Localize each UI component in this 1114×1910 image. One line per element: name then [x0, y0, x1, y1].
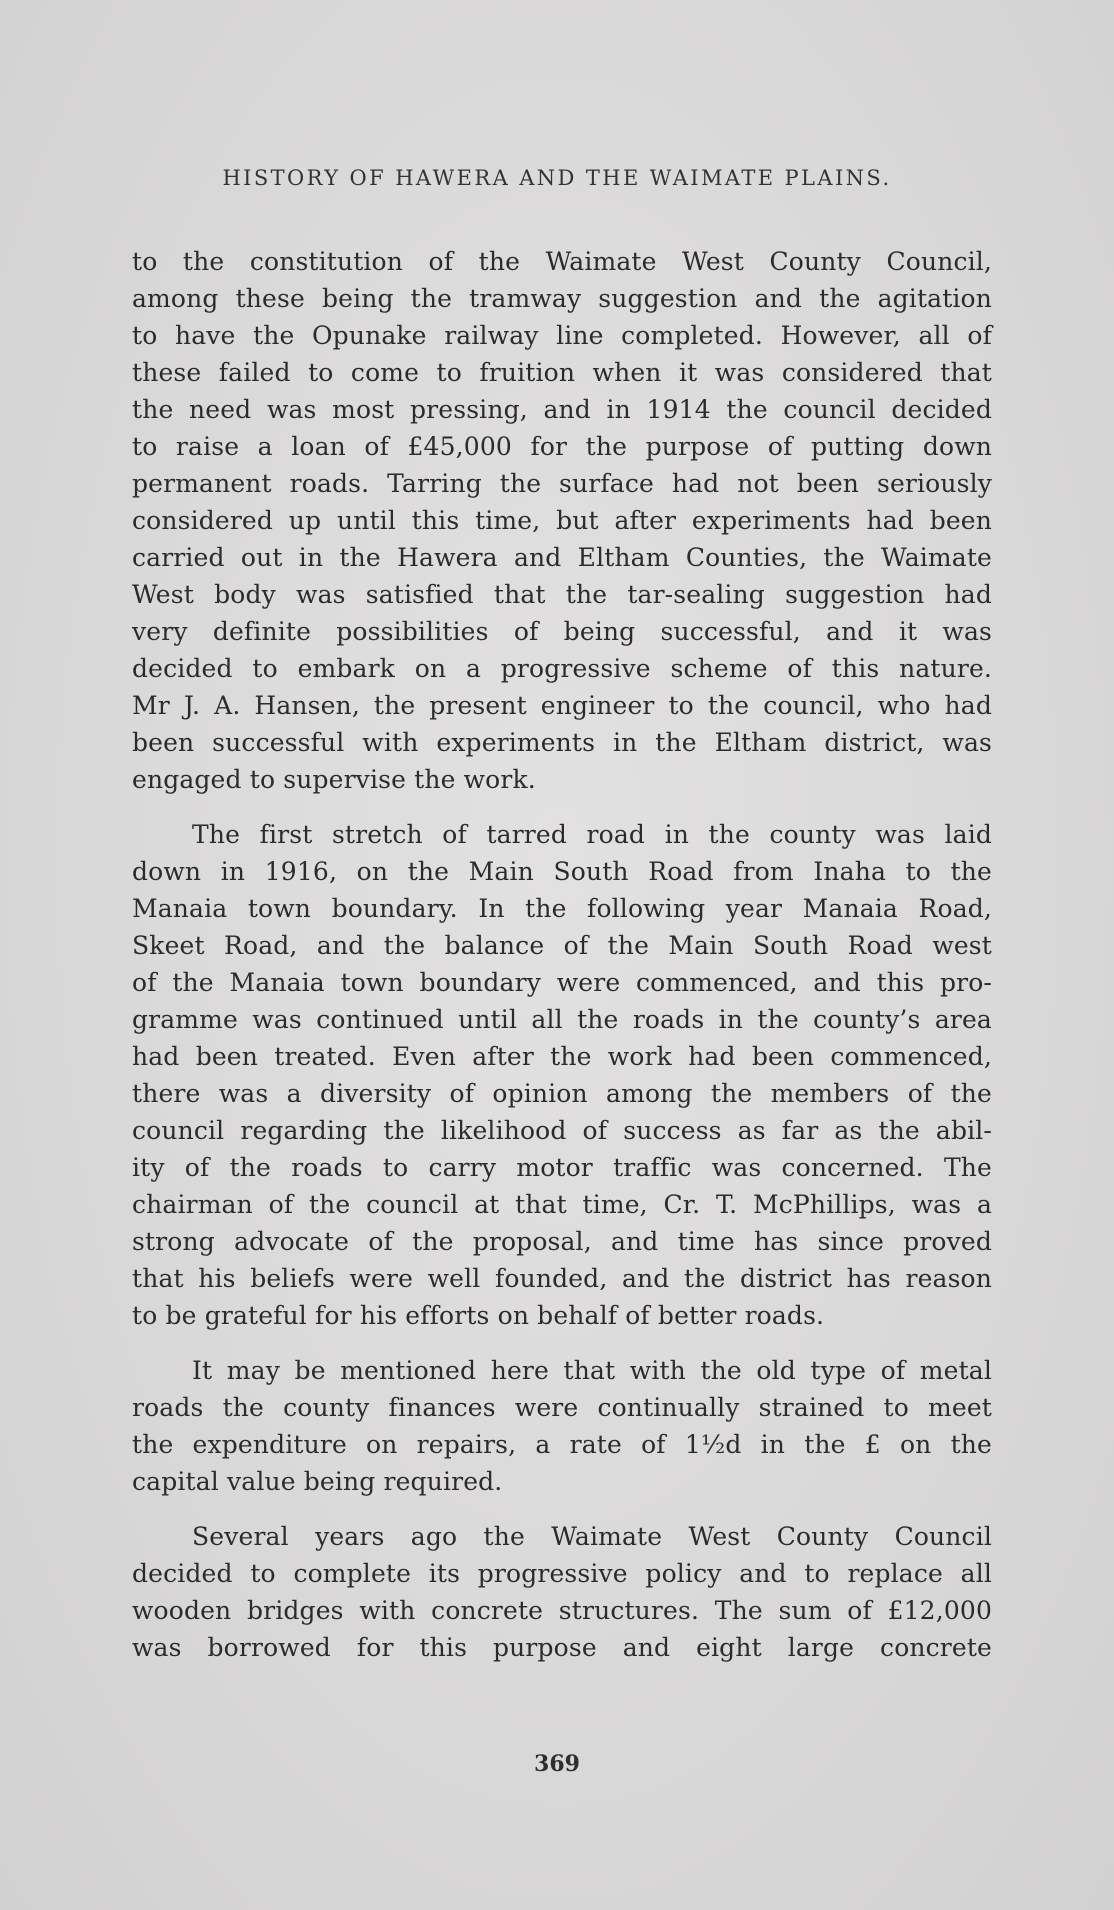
text-line: gramme was continued until all the roads in the county’s area [132, 1005, 992, 1034]
text-line: West body was satisfied that the tar-sealing suggestion had [132, 580, 992, 609]
text-line: chairman of the council at that time, Cr. T. McPhillips, was a [132, 1190, 992, 1219]
paragraph-2 [132, 816, 992, 1334]
page-number: 369 [534, 1751, 580, 1777]
text-line: ity of the roads to carry motor traffic was concerned. The [132, 1153, 992, 1182]
paragraph-3 [132, 1352, 992, 1500]
text-line: that his beliefs were well founded, and the district has reason [132, 1264, 992, 1293]
text-line: to the constitution of the Waimate West County Council, [132, 247, 992, 276]
text-line: decided to complete its progressive policy and to replace all [132, 1559, 992, 1588]
text-line: roads the county finances were continually strained to meet [132, 1393, 992, 1422]
text-line: The first stretch of tarred road in the county was laid [192, 820, 992, 849]
text-line: been successful with experiments in the Eltham district, was [132, 728, 992, 757]
text-line: wooden bridges with concrete structures. The sum of £12,000 [132, 1596, 992, 1625]
text-line: decided to embark on a progressive scheme of this nature. [132, 654, 992, 683]
text-line: of the Manaia town boundary were commenced, and this pro- [132, 968, 992, 997]
text-line: was borrowed for this purpose and eight large concrete [132, 1633, 992, 1662]
text-line: Several years ago the Waimate West County Council [192, 1522, 992, 1551]
text-line: the need was most pressing, and in 1914 the council decided [132, 395, 992, 424]
text-line: down in 1916, on the Main South Road from Inaha to the [132, 857, 992, 886]
text-line: there was a diversity of opinion among the members of the [132, 1079, 992, 1108]
text-line: Mr J. A. Hansen, the present engineer to the council, who had [132, 691, 992, 720]
text-line: strong advocate of the proposal, and time has since proved [132, 1227, 992, 1256]
text-line: It may be mentioned here that with the old type of metal [192, 1356, 992, 1385]
text-line: Skeet Road, and the balance of the Main South Road west [132, 931, 992, 960]
paragraph-1 [132, 243, 992, 798]
text-line: the expenditure on repairs, a rate of 1½d in the £ on the [132, 1430, 992, 1459]
text-line: Manaia town boundary. In the following year Manaia Road, [132, 894, 992, 923]
text-line: permanent roads. Tarring the surface had not been seriously [132, 469, 992, 498]
running-head: HISTORY OF HAWERA AND THE WAIMATE PLAINS. [222, 166, 892, 190]
text-line: considered up until this time, but after experiments had been [132, 506, 992, 535]
text-line: to be grateful for his efforts on behalf of better roads. [132, 1301, 825, 1330]
text-line: among these being the tramway suggestion and the agitation [132, 284, 992, 313]
body-text [132, 243, 992, 1684]
text-line: engaged to supervise the work. [132, 765, 536, 794]
text-line: had been treated. Even after the work had been commenced, [132, 1042, 992, 1071]
text-line: to have the Opunake railway line completed. However, all of [132, 321, 992, 350]
text-line: very definite possibilities of being successful, and it was [132, 617, 992, 646]
paragraph-4 [132, 1518, 992, 1666]
text-line: capital value being required. [132, 1467, 503, 1496]
text-line: carried out in the Hawera and Eltham Counties, the Waimate [132, 543, 992, 572]
text-line: council regarding the likelihood of success as far as the abil- [132, 1116, 992, 1145]
text-line: these failed to come to fruition when it was considered that [132, 358, 992, 387]
text-line: to raise a loan of £45,000 for the purpose of putting down [132, 432, 992, 461]
